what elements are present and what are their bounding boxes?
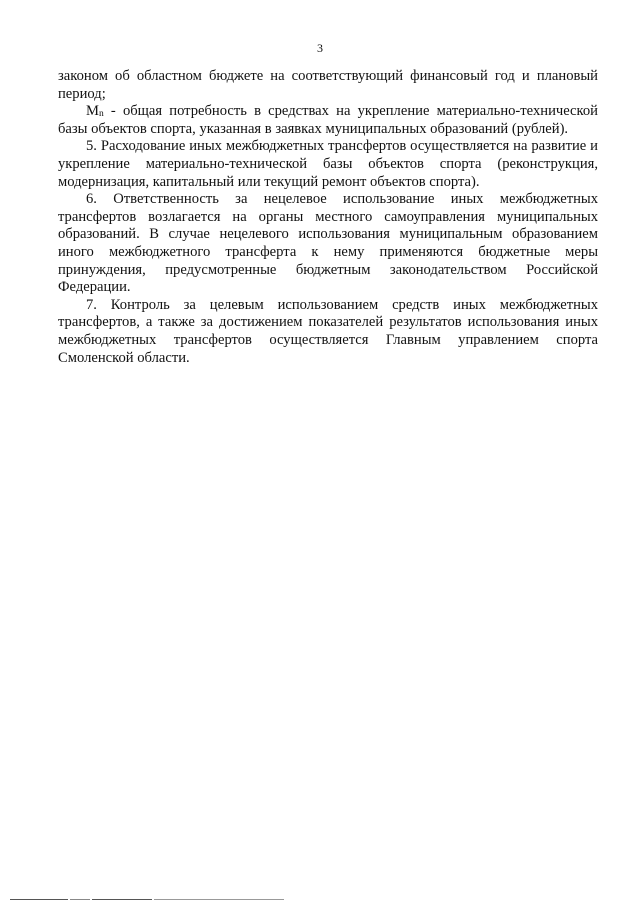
- footer-rule: [10, 899, 68, 900]
- paragraph-5: 5. Расходование иных межбюджетных трансфертов осуществляется на развитие и укрепление материально-технической базы объектов спорта (реконструкция, модернизация, капитальный или текущий ремонт объектов спорта).: [58, 138, 598, 190]
- footer-rule: [70, 899, 90, 900]
- variable-symbol: М: [86, 103, 99, 120]
- definition-text: - общая потребность в средствах на укрепление материально-технической базы объектов спорта, указанная в заявках муниципальных образований (рублей).: [58, 103, 598, 137]
- paragraph-mn-definition: [58, 103, 598, 138]
- page-number: 3: [317, 41, 323, 55]
- footer-rule: [92, 899, 152, 900]
- paragraph-continuation: законом об областном бюджете на соответствующий финансовый год и плановый период;: [58, 68, 598, 102]
- paragraph-7: 7. Контроль за целевым использованием средств иных межбюджетных трансфертов, а также за достижением показателей результатов использования иных межбюджетных трансфертов осуществляется Главным управлением спорта Смоленской области.: [58, 296, 598, 366]
- footer-rule: [154, 899, 284, 900]
- document-body: [58, 68, 598, 367]
- paragraph-6: 6. Ответственность за нецелевое использование иных межбюджетных трансфертов возлагается на органы местного самоуправления муниципальных образований. В случае нецелевого использования муниципальным образованием иного межбюджетного трансферта к нему применяются бюджетные меры принуждения, предусмотренные бюджетным законодательством Российской Федерации.: [58, 191, 598, 296]
- variable-subscript: n: [98, 109, 104, 120]
